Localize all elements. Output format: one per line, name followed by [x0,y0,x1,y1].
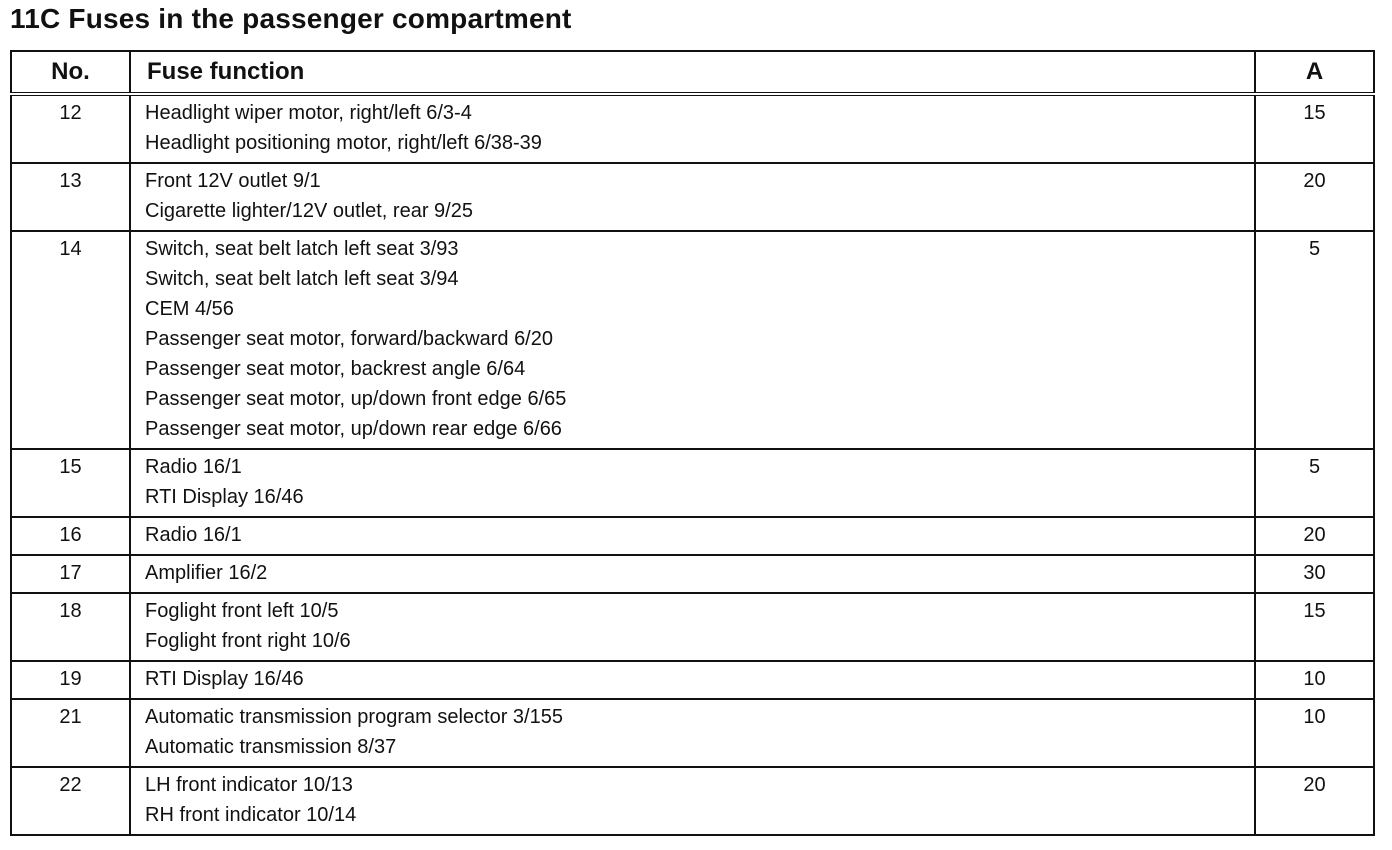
fuse-function-line: Passenger seat motor, up/down rear edge 6/66 [145,418,562,440]
fuse-function-line: CEM 4/56 [145,298,234,320]
fuse-function-line: Switch, seat belt latch left seat 3/94 [145,268,459,290]
fuse-function-line: Passenger seat motor, up/down front edge 6/65 [145,388,567,410]
fuse-number: 18 [11,593,130,661]
fuse-function-cell [130,555,1255,593]
fuse-function-line: RH front indicator 10/14 [145,804,357,826]
fuse-number: 16 [11,517,130,555]
fuse-function-cell [130,163,1255,231]
fuse-amperage: 10 [1255,661,1374,699]
fuse-number: 21 [11,699,130,767]
fuse-number: 13 [11,163,130,231]
fuse-function-line: Automatic transmission 8/37 [145,736,397,758]
fuse-amperage: 20 [1255,767,1374,835]
table-row [11,767,1374,835]
fuse-number: 14 [11,231,130,449]
fuse-function-line: Switch, seat belt latch left seat 3/93 [145,238,459,260]
fuse-function-line: Passenger seat motor, forward/backward 6/20 [145,328,553,350]
fuse-function-cell [130,231,1255,449]
fuse-amperage: 5 [1255,231,1374,449]
fuse-function-line: Foglight front left 10/5 [145,600,339,622]
fuse-function-line: Headlight positioning motor, right/left 6/38-39 [145,132,542,154]
fuse-number: 17 [11,555,130,593]
fuse-function-line: RTI Display 16/46 [145,668,304,690]
table-body [11,94,1374,835]
fuse-function-line: RTI Display 16/46 [145,486,304,508]
fuse-amperage: 30 [1255,555,1374,593]
fuse-function-line: Headlight wiper motor, right/left 6/3-4 [145,102,472,124]
header-fuse-function: Fuse function [130,51,1255,94]
table-row [11,661,1374,699]
fuse-function-cell [130,699,1255,767]
fuse-amperage: 15 [1255,94,1374,163]
fuse-table [10,50,1375,836]
table-row [11,231,1374,449]
fuse-amperage: 20 [1255,517,1374,555]
fuse-function-cell [130,593,1255,661]
fuse-function-line: Automatic transmission program selector 3/155 [145,706,563,728]
fuse-function-line: Cigarette lighter/12V outlet, rear 9/25 [145,200,473,222]
fuse-function-cell [130,517,1255,555]
fuse-function-line: Foglight front right 10/6 [145,630,351,652]
fuse-function-line: Front 12V outlet 9/1 [145,170,321,192]
fuse-number: 12 [11,94,130,163]
fuse-function-line: Radio 16/1 [145,456,242,478]
fuse-number: 19 [11,661,130,699]
fuse-function-line: LH front indicator 10/13 [145,774,353,796]
fuse-function-line: Radio 16/1 [145,524,242,546]
page-title: 11C Fuses in the passenger compartment [10,3,572,34]
fuse-amperage: 5 [1255,449,1374,517]
header-amps: A [1255,51,1374,94]
table-row [11,699,1374,767]
table-row [11,449,1374,517]
fuse-amperage: 20 [1255,163,1374,231]
table-row [11,593,1374,661]
table-row [11,517,1374,555]
fuse-function-cell [130,767,1255,835]
fuse-amperage: 10 [1255,699,1374,767]
table-header-row [11,51,1374,94]
table-row [11,555,1374,593]
fuse-number: 15 [11,449,130,517]
fuse-function-cell [130,449,1255,517]
fuse-function-line: Passenger seat motor, backrest angle 6/64 [145,358,526,380]
fuse-amperage: 15 [1255,593,1374,661]
fuse-function-cell [130,661,1255,699]
fuse-function-cell [130,94,1255,163]
fuse-number: 22 [11,767,130,835]
table-row [11,163,1374,231]
table-row [11,94,1374,163]
fuse-function-line: Amplifier 16/2 [145,562,268,584]
header-no: No. [11,51,130,94]
